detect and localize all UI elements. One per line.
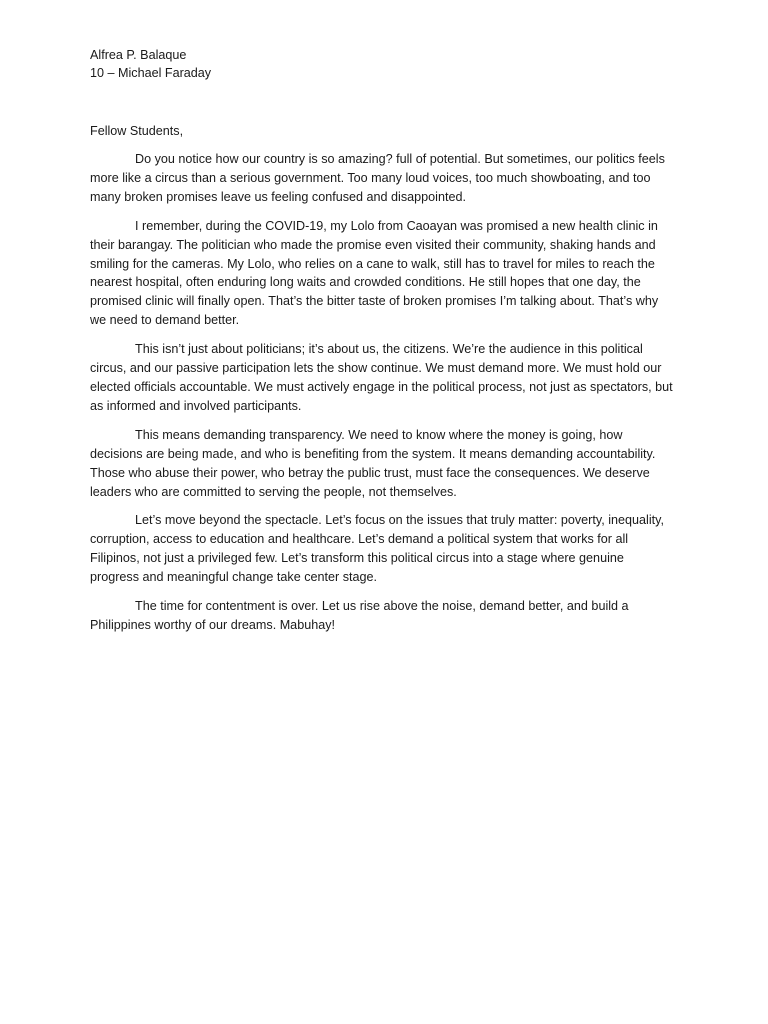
salutation: Fellow Students,: [90, 124, 184, 138]
author-name: Alfrea P. Balaque: [90, 48, 187, 62]
paragraph-1: Do you notice how our country is so amazing? full of potential. But sometimes, our politics feels more like a circus than a serious government. Too many loud voices, too much showboating, and too many broken promises leave us feeling confused and disappointed.: [90, 152, 665, 204]
paragraph-5: Let’s move beyond the spectacle. Let’s focus on the issues that truly matter: poverty, inequality, corruption, access to education and healthcare. Let’s demand a political system that works for all Filipinos, not just a privileged few. Let’s transform this political circus into a stage where genuine progress and meaningful change take center stage.: [90, 513, 664, 585]
author-section: 10 – Michael Faraday: [90, 66, 212, 80]
paragraph-2: I remember, during the COVID-19, my Lolo from Caoayan was promised a new health clinic in their barangay. The politician who made the promise even visited their community, shaking hands and smiling for the cameras. My Lolo, who relies on a cane to walk, still has to travel for miles to reach the nearest hospital, often enduring long waits and crowded conditions. He still hopes that one day, the promised clinic will finally open. That’s the bitter taste of broken promises I’m talking about. That’s why we need to demand better.: [90, 218, 659, 328]
paragraph-4: This means demanding transparency. We need to know where the money is going, how decisions are being made, and who is benefiting from the system. It means demanding accountability. Those who abuse their power, who betray the public trust, must face the consequences. We deserve leaders who are committed to serving the people, not themselves.: [90, 427, 656, 499]
paragraph-6: The time for contentment is over. Let us rise above the noise, demand better, and build a Philippines worthy of our dreams. Mabuhay!: [90, 599, 629, 632]
paragraph-3: This isn’t just about politicians; it’s about us, the citizens. We’re the audience in this political circus, and our passive participation lets the show continue. We must demand more. We must hold our elected officials accountable. We must actively engage in the political process, not just as spectators, but as informed and involved participants.: [90, 342, 673, 413]
